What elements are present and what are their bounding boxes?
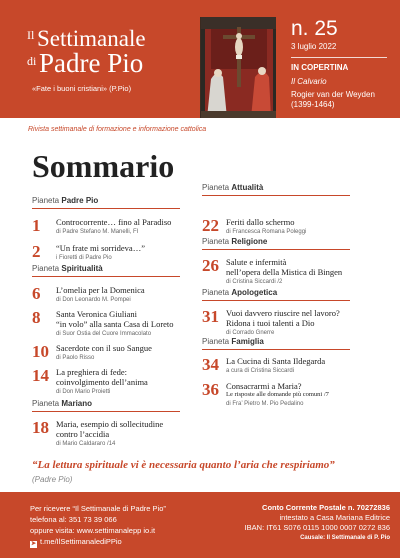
magazine-subtitle: Rivista settimanale di formazione e informazione cattolica [28, 126, 207, 133]
footer-phone: telefona al: 351 73 39 066 [30, 515, 117, 524]
section-name: Mariano [61, 399, 93, 408]
issue-panel [291, 18, 396, 110]
section-header [202, 237, 350, 250]
section-header [202, 183, 350, 196]
masthead-il: Il [27, 28, 35, 42]
footer-account: Conto Corrente Postale n. 70272836 [262, 503, 390, 512]
entry-title: Controcorrente… fino al Paradiso [56, 217, 172, 227]
footer-subscription-info [30, 503, 166, 548]
footer-telegram-link[interactable]: t.me/IlSettimanalediPPio [40, 537, 122, 546]
entry-title: Consacrarmi a Maria? [226, 381, 302, 391]
footer-band [0, 492, 400, 558]
entry-title-line2: Ridona i tuoi talenti a Dio [226, 318, 315, 328]
page-number: 1 [32, 216, 41, 235]
entry-title: Vuoi davvero riuscire nel lavoro? [226, 308, 340, 318]
entry-title-line2: nell’opera della Mistica di Bingen [226, 267, 343, 277]
entry-title: La Cucina di Santa Ildegarda [226, 356, 326, 366]
section-prefix: Pianeta [202, 288, 232, 297]
entry-author: di Don Leonardo M. Pompei [56, 297, 131, 303]
page-number: 22 [202, 216, 219, 235]
section-header [32, 264, 180, 277]
section-prefix: Pianeta [32, 264, 62, 273]
entry-author: di Francesca Romana Poleggi [226, 229, 307, 235]
entry-author: di Don Mario Proietti [56, 389, 111, 395]
quote-text: “La lettura spirituale vi è necessaria quanto l’aria che respiriamo” [32, 459, 335, 471]
footer-payment-info [245, 503, 390, 543]
entry-author: di Mario Caldararo /14 [56, 441, 116, 447]
masthead-settimanale: Settimanale [37, 26, 146, 51]
entry-author: di Cristina Siccardi /2 [226, 279, 283, 285]
cover-artist-name: Rogier van der Weyden [291, 90, 375, 99]
entry-title-line2: coinvolgimento dell’anima [56, 377, 148, 387]
page-number: 36 [202, 380, 219, 399]
entry-title-line2: contro l’accidia [56, 429, 110, 439]
issue-number: n. 25 [291, 17, 338, 40]
header-band [0, 0, 400, 118]
entry-title: “Un frate mi sorrideva…” [56, 243, 145, 253]
section-header [32, 399, 180, 412]
entry-title: Santa Veronica Giuliani [56, 309, 138, 319]
section-name: Padre Pio [61, 196, 99, 205]
entry-author: di Fra’ Pietro M. Pio Pedalino [226, 401, 304, 407]
telegram-icon: ➤ [30, 541, 37, 547]
entry-title: Salute e infermità [226, 257, 287, 267]
section-prefix: Pianeta [202, 237, 232, 246]
section-name: Attualità [231, 183, 264, 192]
entry-author: di Paolo Risso [56, 355, 95, 361]
tagline: «Fate i buoni cristiani» (P.Pio) [32, 84, 132, 93]
entry-title: Feriti dallo schermo [226, 217, 295, 227]
issue-divider [291, 57, 387, 58]
section-name: Religione [231, 237, 268, 246]
page-number: 34 [202, 355, 219, 374]
quote-author: (Padre Pio) [32, 475, 73, 484]
issue-date: 3 luglio 2022 [291, 42, 337, 51]
entry-author: i Fioretti di Padre Pio [56, 255, 112, 261]
page-number: 8 [32, 308, 41, 327]
page-number: 6 [32, 284, 41, 303]
section-prefix: Pianeta [32, 196, 62, 205]
footer-causale: Causale: Il Settimanale di P. Pio [300, 535, 390, 541]
footer-telegram[interactable] [30, 536, 166, 548]
section-name: Spiritualità [61, 264, 103, 273]
footer-line: Per ricevere “Il Settimanale di Padre Pio” [30, 504, 166, 513]
entry-title: L’omelia per la Domenica [56, 285, 145, 295]
section-prefix: Pianeta [202, 337, 232, 346]
page-number: 26 [202, 256, 219, 275]
cover-artist [291, 90, 396, 110]
page-number: 10 [32, 342, 49, 361]
entry-title-line2: Le risposte alle domande più comuni /7 [226, 391, 329, 398]
section-header [32, 196, 180, 209]
entry-author: di Suor Ostia del Cuore Immacolato [56, 331, 152, 337]
cover-label: IN COPERTINA [291, 63, 349, 72]
entry-author: di Corrado Gnerre [226, 330, 275, 336]
page-number: 14 [32, 366, 49, 385]
section-prefix: Pianeta [202, 183, 232, 192]
entry-title-line2: “in volo” alla santa Casa di Loreto [56, 319, 174, 329]
section-prefix: Pianeta [32, 399, 62, 408]
masthead-di: di [27, 54, 37, 68]
entry-title: Maria, esempio di sollecitudine [56, 419, 164, 429]
page-number: 2 [32, 242, 41, 261]
footer-website[interactable]: oppure visita: www.settimanalepp io.it [30, 526, 156, 535]
page-title: Sommario [32, 148, 175, 184]
entry-author: di Padre Stefano M. Manelli, FI [56, 229, 139, 235]
cover-title: Il Calvario [291, 77, 327, 86]
footer-holder: intestato a Casa Mariana Editrice [279, 513, 390, 522]
cover-artist-years: (1399-1464) [291, 100, 335, 109]
cover-painting [200, 17, 276, 118]
section-header [202, 288, 350, 301]
masthead-padre-pio: Padre Pio [39, 48, 144, 78]
section-header [202, 337, 350, 350]
entry-title: La preghiera di fede: [56, 367, 128, 377]
entry-author: a cura di Cristina Siccardi [226, 368, 295, 374]
section-name: Famiglia [231, 337, 264, 346]
section-name: Apologetica [231, 288, 278, 297]
page-number: 18 [32, 418, 49, 437]
entry-title: Sacerdote con il suo Sangue [56, 343, 152, 353]
footer-iban: IBAN: IT61 S076 0115 1000 0007 0272 836 [244, 523, 390, 532]
page-number: 31 [202, 307, 219, 326]
